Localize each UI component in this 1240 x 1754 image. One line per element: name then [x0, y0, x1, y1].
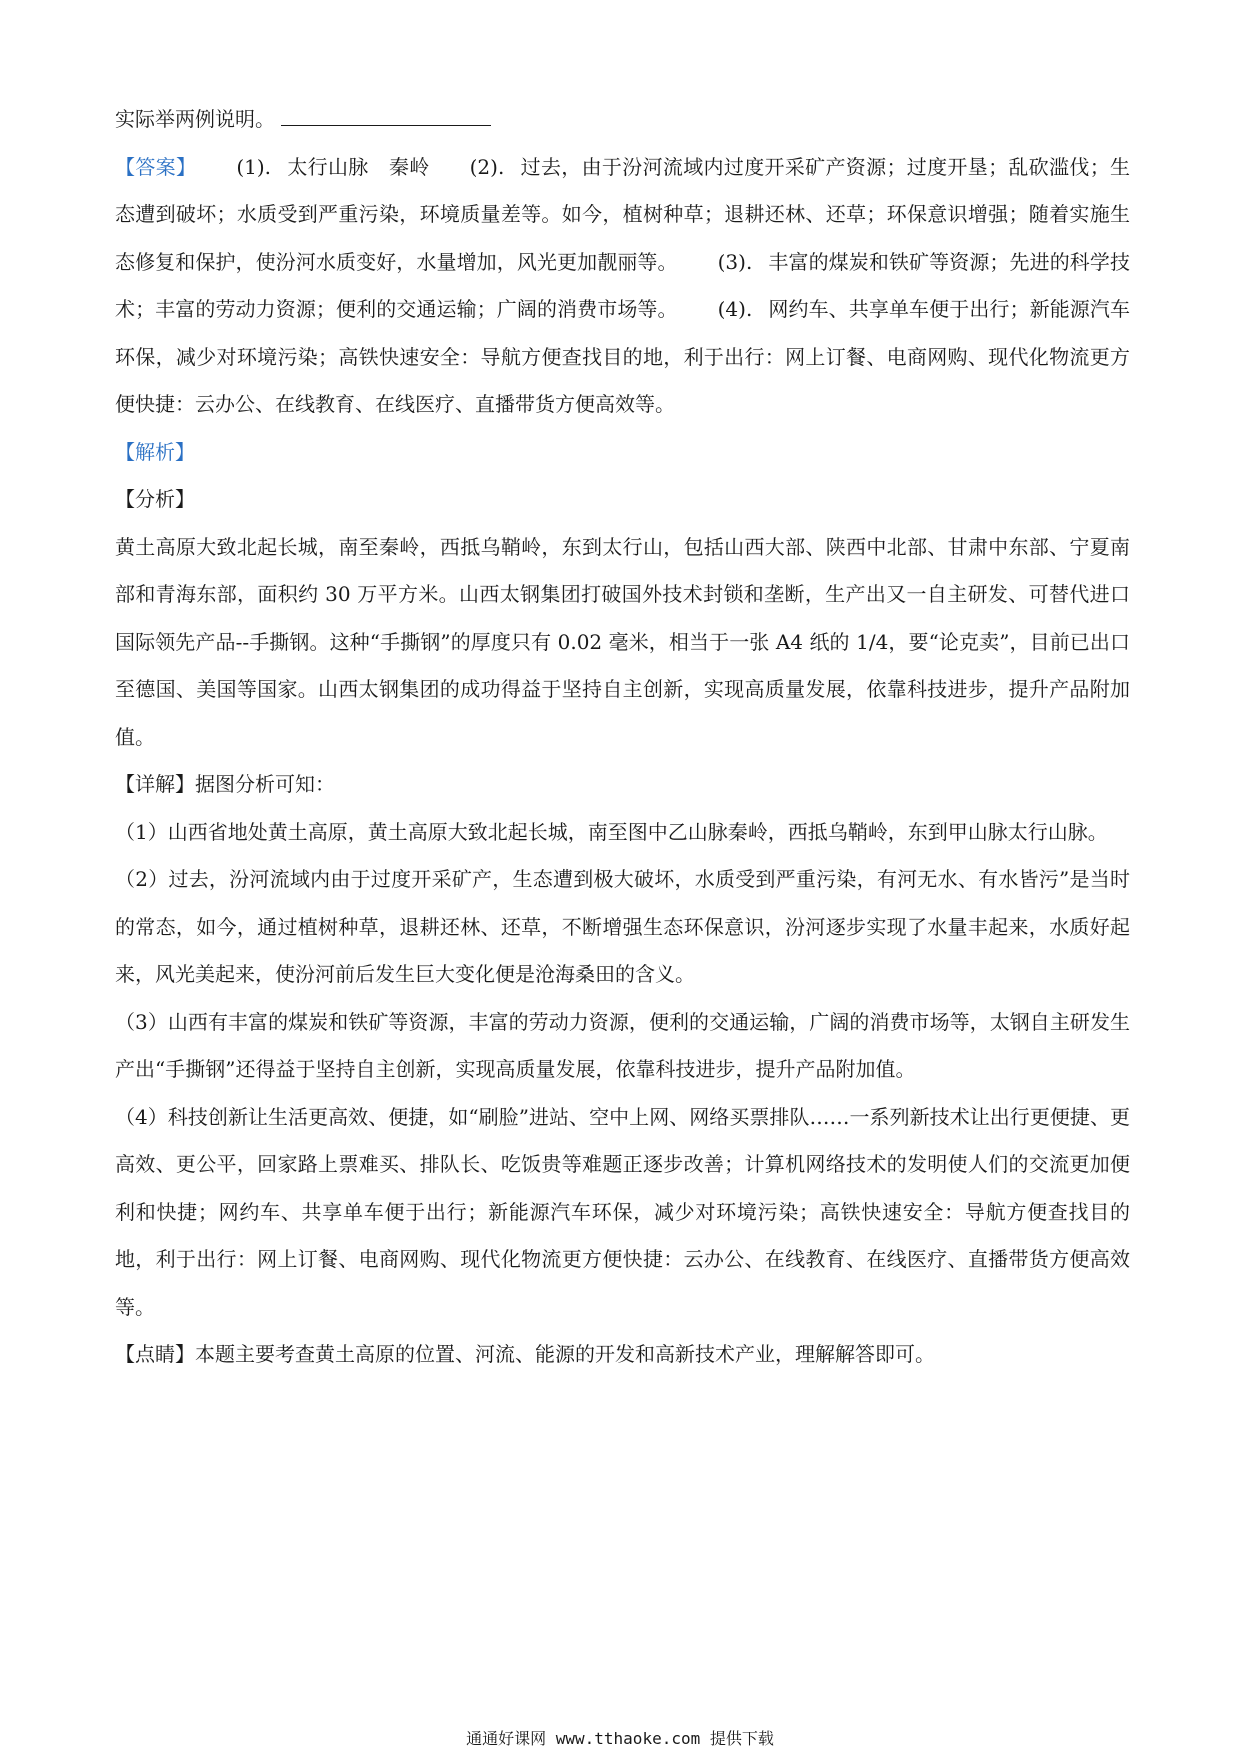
answer-number-1: (1). — [236, 154, 271, 179]
answer-text-1: 太行山脉 秦岭 — [287, 154, 430, 179]
answer-number-2: (2). — [469, 154, 505, 179]
answer-paragraph — [115, 144, 1130, 429]
detail-point-3: （3）山西有丰富的煤炭和铁矿等资源，丰富的劳动力资源，便利的交通运输，广阔的消费市场等，太钢自主研发生产出“手撕钢”还得益于坚持自主创新，实现高质量发展，依靠科技进步，提升产品附加值。 — [115, 1009, 1130, 1081]
document-page — [115, 96, 1150, 1379]
detail-point-1: （1）山西省地处黄土高原，黄土高原大致北起长城，南至图中乙山脉秦岭，西抵乌鞘岭，东到甲山脉太行山脉。 — [115, 819, 1108, 844]
page-footer: 通通好课网 www.tthaoke.com 提供下载 — [466, 1729, 774, 1748]
analysis-label: 【解析】 — [115, 439, 195, 464]
comment-paragraph — [115, 1331, 1130, 1379]
detail-label: 【详解】 — [115, 772, 195, 796]
question-tail-text: 实际举两例说明。 — [115, 107, 275, 131]
detail-intro: 据图分析可知： — [195, 772, 335, 796]
answer-number-3: (3). — [717, 249, 753, 274]
detail-point-4: （4）科技创新让生活更高效、便捷，如“刷脸”进站、空中上网、网络买票排队……一系列新技术让出行更便捷、更高效、更公平，回家路上票难买、排队长、吃饭贵等难题正逐步改善；计算机网络技术的发明使人们的交流更加便利和快捷；网约车、共享单车便于出行；新能源汽车环保，减少对环境污染；高铁快速安全：导航方便查找目的地，利于出行：网上订餐、电商网购、现代化物流更方便快捷：云办公、在线教育、在线医疗、直播带货方便高效等。 — [115, 1104, 1130, 1319]
question-tail — [115, 96, 1130, 144]
comment-label: 【点睛】 — [115, 1342, 195, 1366]
answer-text-2: 过去，由于汾河流域内过度开采矿产资源；过度开垦；乱砍滥伐；生态遭到破坏；水质受到严重污染，环境质量差等。如今，植树种草；退耕还林、还草；环保意识增强；随着实施生态修复和保护，使汾河水质变好，水量增加，风光更加靓丽等。 — [115, 154, 1131, 274]
answer-text-3: 丰富的煤炭和铁矿等资源；先进的科学技术；丰富的劳动力资源；便利的交通运输；广阔的消费市场等。 — [115, 249, 1130, 321]
detail-point-2: （2）过去，汾河流域内由于过度开采矿产，生态遭到极大破坏，水质受到严重污染，有河无水、有水皆污”是当时的常态，如今，通过植树种草，退耕还林、还草，不断增强生态环保意识，汾河逐步实现了水量丰起来，水质好起来，风光美起来，使汾河前后发生巨大变化便是沧海桑田的含义。 — [115, 867, 1130, 986]
answer-text-4: 网约车、共享单车便于出行；新能源汽车环保，减少对环境污染；高铁快速安全：导航方便查找目的地，利于出行：网上订餐、电商网购、现代化物流更方便快捷：云办公、在线教育、在线医疗、直播带货方便高效等。 — [115, 297, 1130, 416]
comment-text: 本题主要考查黄土高原的位置、河流、能源的开发和高新技术产业，理解解答即可。 — [195, 1342, 935, 1366]
detail-intro-paragraph — [115, 761, 1130, 809]
answer-number-4: (4). — [717, 297, 753, 321]
answer-blank-line — [281, 103, 491, 126]
answer-label: 【答案】 — [115, 154, 197, 179]
analysis-sub-label: 【分析】 — [115, 487, 195, 511]
analysis-text: 黄土高原大致北起长城，南至秦岭，西抵乌鞘岭，东到太行山，包括山西大部、陕西中北部、甘肃中东部、宁夏南部和青海东部，面积约 30 万平方米。山西太钢集团打破国外技术封锁和垄断，生产出又一自主研发、可替代进口 国际领先产品--手撕钢。这种“手撕钢”的厚度只有 0.02 毫米，相当于一张 A4 纸的 1/4，要“论克卖”，目前已出口至德国、美国等国家。山西太钢集团的成功得益于坚持自主创新，实现高质量发展，依靠科技进步，提升产品附加值。 — [115, 534, 1150, 749]
